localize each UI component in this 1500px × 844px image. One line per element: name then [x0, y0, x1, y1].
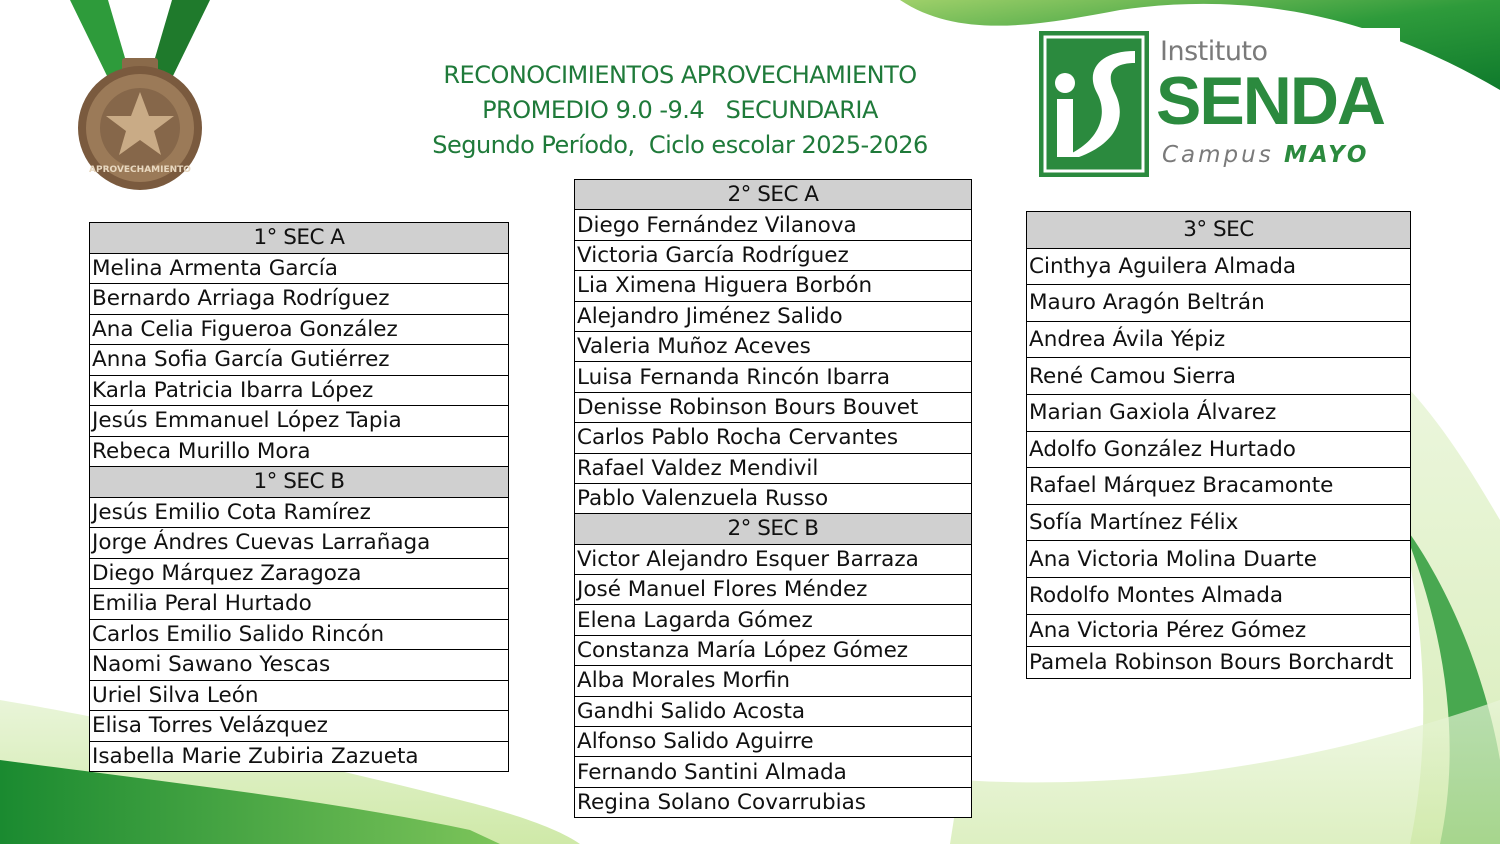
table-row — [90, 558, 509, 589]
table-row — [1027, 541, 1411, 578]
table-row — [575, 666, 972, 696]
student-name: Elisa Torres Velázquez — [90, 711, 509, 742]
student-name: Pamela Robinson Bours Borchardt — [1027, 646, 1411, 678]
student-name: José Manuel Flores Méndez — [575, 575, 972, 605]
table-row — [90, 284, 509, 315]
table-row — [575, 696, 972, 726]
table-row — [1027, 285, 1411, 322]
table-row — [90, 314, 509, 345]
svg-text:APROVECHAMIENTO: APROVECHAMIENTO — [89, 165, 191, 175]
section-header-sec2a: 2° SEC A — [575, 180, 972, 210]
table-row — [575, 362, 972, 392]
student-name: Mauro Aragón Beltrán — [1027, 285, 1411, 322]
title-line-2: PROMEDIO 9.0 -9.4 SECUNDARIA — [482, 96, 878, 124]
student-name: Regina Solano Covarrubias — [575, 787, 972, 817]
student-name: Victoria García Rodríguez — [575, 240, 972, 270]
section-header-row — [575, 514, 972, 544]
student-name: Uriel Silva León — [90, 680, 509, 711]
table-row — [1027, 248, 1411, 285]
table-row — [575, 331, 972, 361]
student-name: Carlos Pablo Rocha Cervantes — [575, 423, 972, 453]
table-row — [575, 787, 972, 817]
table-first-grade — [89, 222, 509, 772]
table-row — [575, 575, 972, 605]
table-row — [90, 711, 509, 742]
section-header-row — [90, 467, 509, 498]
table-row — [1027, 468, 1411, 505]
table-row — [1027, 504, 1411, 541]
table-row — [90, 741, 509, 772]
table-row — [90, 650, 509, 681]
table-row — [90, 406, 509, 437]
student-name: Cinthya Aguilera Almada — [1027, 248, 1411, 285]
table-third-grade — [1026, 211, 1411, 679]
title-line-3: Segundo Período, Ciclo escolar 2025-2026 — [432, 131, 928, 159]
student-name: Alba Morales Morfin — [575, 666, 972, 696]
student-name: René Camou Sierra — [1027, 358, 1411, 395]
student-name: Pablo Valenzuela Russo — [575, 483, 972, 513]
table-row — [575, 635, 972, 665]
page-title — [380, 58, 980, 163]
section-header-sec1b: 1° SEC B — [90, 467, 509, 498]
table-second-grade — [574, 179, 972, 818]
student-name: Gandhi Salido Acosta — [575, 696, 972, 726]
student-name: Luisa Fernanda Rincón Ibarra — [575, 362, 972, 392]
title-line-1: RECONOCIMIENTOS APROVECHAMIENTO — [443, 61, 917, 89]
table-row — [575, 544, 972, 574]
student-name: Alejandro Jiménez Salido — [575, 301, 972, 331]
student-name: Rafael Márquez Bracamonte — [1027, 468, 1411, 505]
table-row — [90, 528, 509, 559]
table-row — [575, 727, 972, 757]
table-row — [1027, 646, 1411, 678]
table-row — [575, 210, 972, 240]
section-header-row — [90, 223, 509, 254]
table-row — [1027, 358, 1411, 395]
student-name: Emilia Peral Hurtado — [90, 589, 509, 620]
table-row — [90, 619, 509, 650]
section-header-sec2b: 2° SEC B — [575, 514, 972, 544]
table-row — [575, 271, 972, 301]
logo-institute-text: Instituto — [1160, 36, 1268, 67]
table-row — [1027, 321, 1411, 358]
table-row — [575, 240, 972, 270]
table-row — [1027, 614, 1411, 646]
student-name: Rodolfo Montes Almada — [1027, 577, 1411, 614]
student-name: Isabella Marie Zubiria Zazueta — [90, 741, 509, 772]
student-name: Jesús Emmanuel López Tapia — [90, 406, 509, 437]
student-name: Andrea Ávila Yépiz — [1027, 321, 1411, 358]
table-row — [575, 301, 972, 331]
table-row — [90, 253, 509, 284]
table-row — [1027, 577, 1411, 614]
student-name: Jorge Ándres Cuevas Larrañaga — [90, 528, 509, 559]
table-row — [90, 436, 509, 467]
student-name: Lia Ximena Higuera Borbón — [575, 271, 972, 301]
section-header-sec3: 3° SEC — [1027, 212, 1411, 249]
student-name: Ana Victoria Molina Duarte — [1027, 541, 1411, 578]
student-name: Rafael Valdez Mendivil — [575, 453, 972, 483]
student-name: Melina Armenta García — [90, 253, 509, 284]
table-row — [1027, 394, 1411, 431]
student-name: Alfonso Salido Aguirre — [575, 727, 972, 757]
senda-logo — [1036, 28, 1400, 181]
medal-star-icon — [60, 0, 220, 195]
student-name: Carlos Emilio Salido Rincón — [90, 619, 509, 650]
section-header-sec1a: 1° SEC A — [90, 223, 509, 254]
table-row — [90, 680, 509, 711]
table-row — [90, 375, 509, 406]
student-name: Diego Márquez Zaragoza — [90, 558, 509, 589]
logo-name-text: SENDA — [1156, 63, 1385, 139]
table-row — [1027, 431, 1411, 468]
student-name: Elena Lagarda Gómez — [575, 605, 972, 635]
student-name: Constanza María López Gómez — [575, 635, 972, 665]
student-name: Rebeca Murillo Mora — [90, 436, 509, 467]
section-header-row — [575, 180, 972, 210]
table-row — [575, 483, 972, 513]
student-name: Ana Victoria Pérez Gómez — [1027, 614, 1411, 646]
section-header-row — [1027, 212, 1411, 249]
student-name: Denisse Robinson Bours Bouvet — [575, 392, 972, 422]
student-name: Adolfo González Hurtado — [1027, 431, 1411, 468]
table-row — [575, 605, 972, 635]
table-row — [575, 392, 972, 422]
logo-campus-label: Campus — [1162, 142, 1274, 168]
student-name: Ana Celia Figueroa González — [90, 314, 509, 345]
student-name: Valeria Muñoz Aceves — [575, 331, 972, 361]
table-row — [575, 453, 972, 483]
student-name: Sofía Martínez Félix — [1027, 504, 1411, 541]
student-name: Bernardo Arriaga Rodríguez — [90, 284, 509, 315]
student-name: Fernando Santini Almada — [575, 757, 972, 787]
logo-campus-text — [1162, 142, 1369, 168]
student-name: Anna Sofia García Gutiérrez — [90, 345, 509, 376]
student-name: Victor Alejandro Esquer Barraza — [575, 544, 972, 574]
student-name: Diego Fernández Vilanova — [575, 210, 972, 240]
student-name: Karla Patricia Ibarra López — [90, 375, 509, 406]
table-row — [575, 423, 972, 453]
table-row — [90, 589, 509, 620]
table-row — [90, 497, 509, 528]
table-row — [575, 757, 972, 787]
table-row — [90, 345, 509, 376]
student-name: Naomi Sawano Yescas — [90, 650, 509, 681]
logo-campus-name: MAYO — [1284, 142, 1370, 168]
student-name: Marian Gaxiola Álvarez — [1027, 394, 1411, 431]
student-name: Jesús Emilio Cota Ramírez — [90, 497, 509, 528]
logo-mark-icon — [1039, 31, 1149, 177]
